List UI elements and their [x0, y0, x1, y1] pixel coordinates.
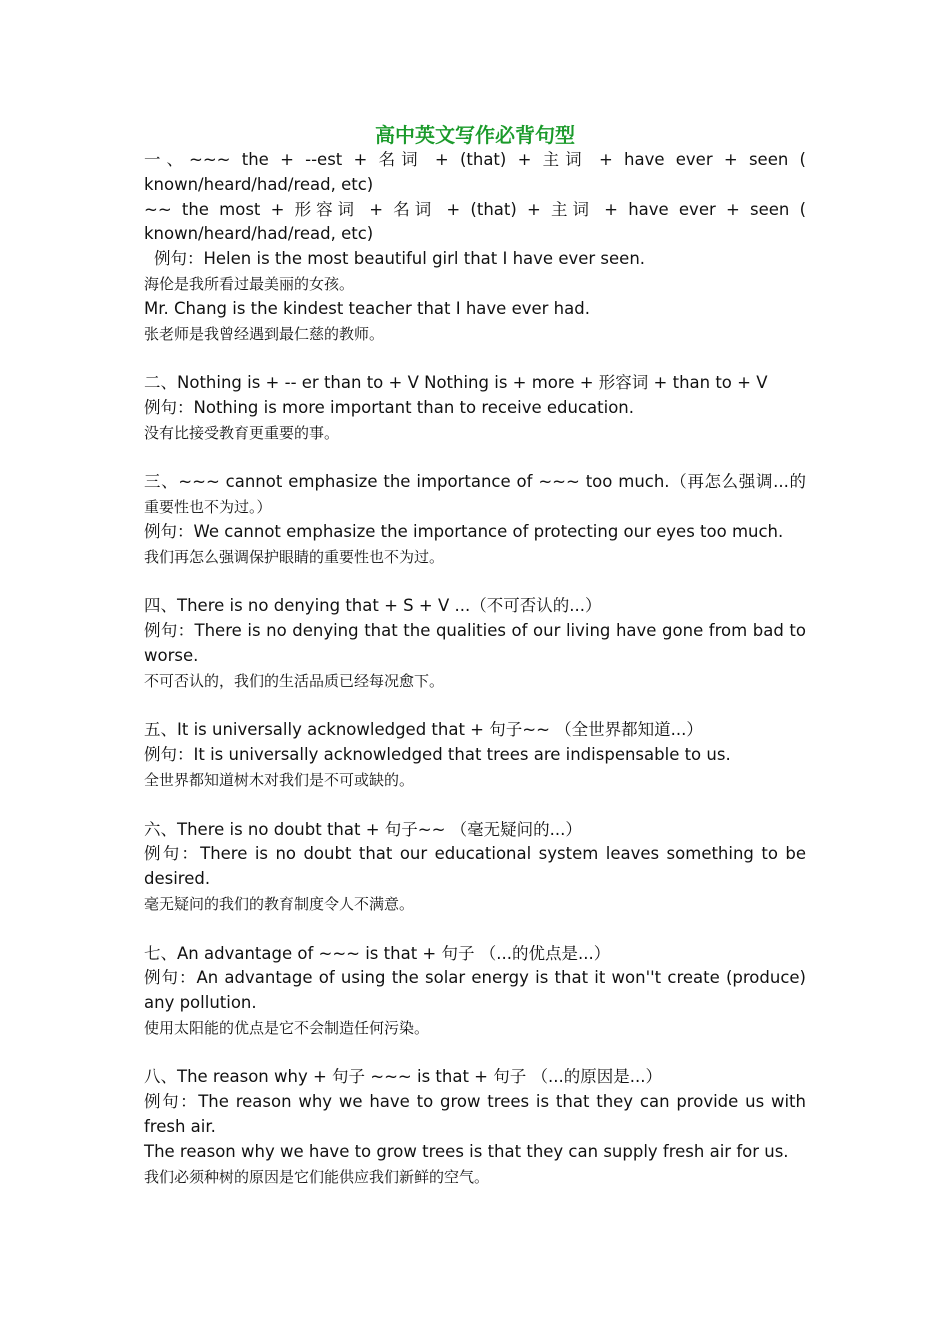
chinese-translation: 没有比接受教育更重要的事。 [144, 423, 340, 442]
example-sentence: 例句：Nothing is more important than to receive education. [144, 397, 635, 417]
chinese-translation: 我们再怎么强调保护眼睛的重要性也不为过。 [144, 547, 445, 566]
section-6-pattern: 六、There is no doubt that + 句子~~ （毫无疑问的...） [144, 819, 582, 839]
example-sentence: Mr. Chang is the kindest teacher that I have ever had. [144, 298, 590, 318]
spacer [144, 570, 806, 595]
example-sentence: The reason why we have to grow trees is that they can supply fresh air for us. [144, 1141, 789, 1161]
chinese-translation: 毫无疑问的我们的教育制度令人不满意。 [144, 894, 415, 913]
section-7-pattern: 七、An advantage of ~~~ is that + 句子 （...的优点是...） [144, 943, 611, 963]
chinese-translation: 我们必须种树的原因是它们能供应我们新鲜的空气。 [144, 1167, 490, 1186]
page-title: 高中英文写作必背句型 [375, 123, 575, 147]
section-1-pattern-line: 一、~~~ the + --est + 名词 + (that) + 主词 + have ever + seen ( [144, 150, 806, 169]
example-sentence: 例句：There is no doubt that our educational system leaves something to be [144, 844, 806, 864]
example-sentence: 例句：The reason why we have to grow trees is that they can provide us with [144, 1092, 806, 1112]
section-1-pattern-line: ~~ the most + 形容词 + 名词 + (that) + 主词 + have ever + seen ( [144, 199, 806, 219]
section-8-pattern: 八、The reason why + 句子 ~~~ is that + 句子 （...的原因是...） [144, 1067, 662, 1087]
spacer [144, 793, 806, 818]
section-1-pattern-line: known/heard/had/read, etc) [144, 224, 374, 244]
example-sentence: desired. [144, 869, 211, 889]
chinese-translation: 海伦是我所看过最美丽的女孩。 [144, 274, 355, 293]
example-sentence: 例句：Helen is the most beautiful girl that I have ever seen. [154, 249, 646, 269]
example-sentence: worse. [144, 645, 199, 665]
example-sentence: 例句：It is universally acknowledged that trees are indispensable to us. [144, 745, 731, 765]
example-sentence: 例句：An advantage of using the solar energy is that it won''t create (produce) [144, 968, 806, 988]
chinese-translation: 使用太阳能的优点是它不会制造任何污染。 [144, 1018, 430, 1037]
spacer [144, 1041, 806, 1066]
section-4-pattern: 四、There is no denying that + S + V ...（不可否认的...） [144, 596, 602, 616]
section-2-pattern: 二、Nothing is + -- er than to + V Nothing is + more + 形容词 + than to + V [144, 373, 768, 393]
section-3-pattern: 重要性也不为过。） [144, 498, 272, 517]
example-sentence: 例句：We cannot emphasize the importance of protecting our eyes too much. [144, 521, 784, 541]
example-sentence: 例句：There is no denying that the qualities of our living have gone from bad to [144, 621, 806, 641]
spacer [144, 446, 806, 471]
chinese-translation: 不可否认的，我们的生活品质已经每况愈下。 [144, 671, 445, 690]
section-1-pattern-line: known/heard/had/read, etc) [144, 174, 374, 194]
section-3-pattern: 三、~~~ cannot emphasize the importance of ~~~ too much.（再怎么强调...的 [144, 472, 806, 492]
spacer [144, 917, 806, 942]
spacer [144, 346, 806, 371]
section-5-pattern: 五、It is universally acknowledged that + 句子~~ （全世界都知道...） [144, 720, 703, 740]
example-sentence: fresh air. [144, 1117, 216, 1137]
chinese-translation: 全世界都知道树木对我们是不可或缺的。 [144, 770, 415, 789]
spacer [144, 694, 806, 719]
chinese-translation: 张老师是我曾经遇到最仁慈的教师。 [144, 324, 385, 343]
document-page [144, 118, 806, 1189]
example-sentence: any pollution. [144, 993, 257, 1013]
